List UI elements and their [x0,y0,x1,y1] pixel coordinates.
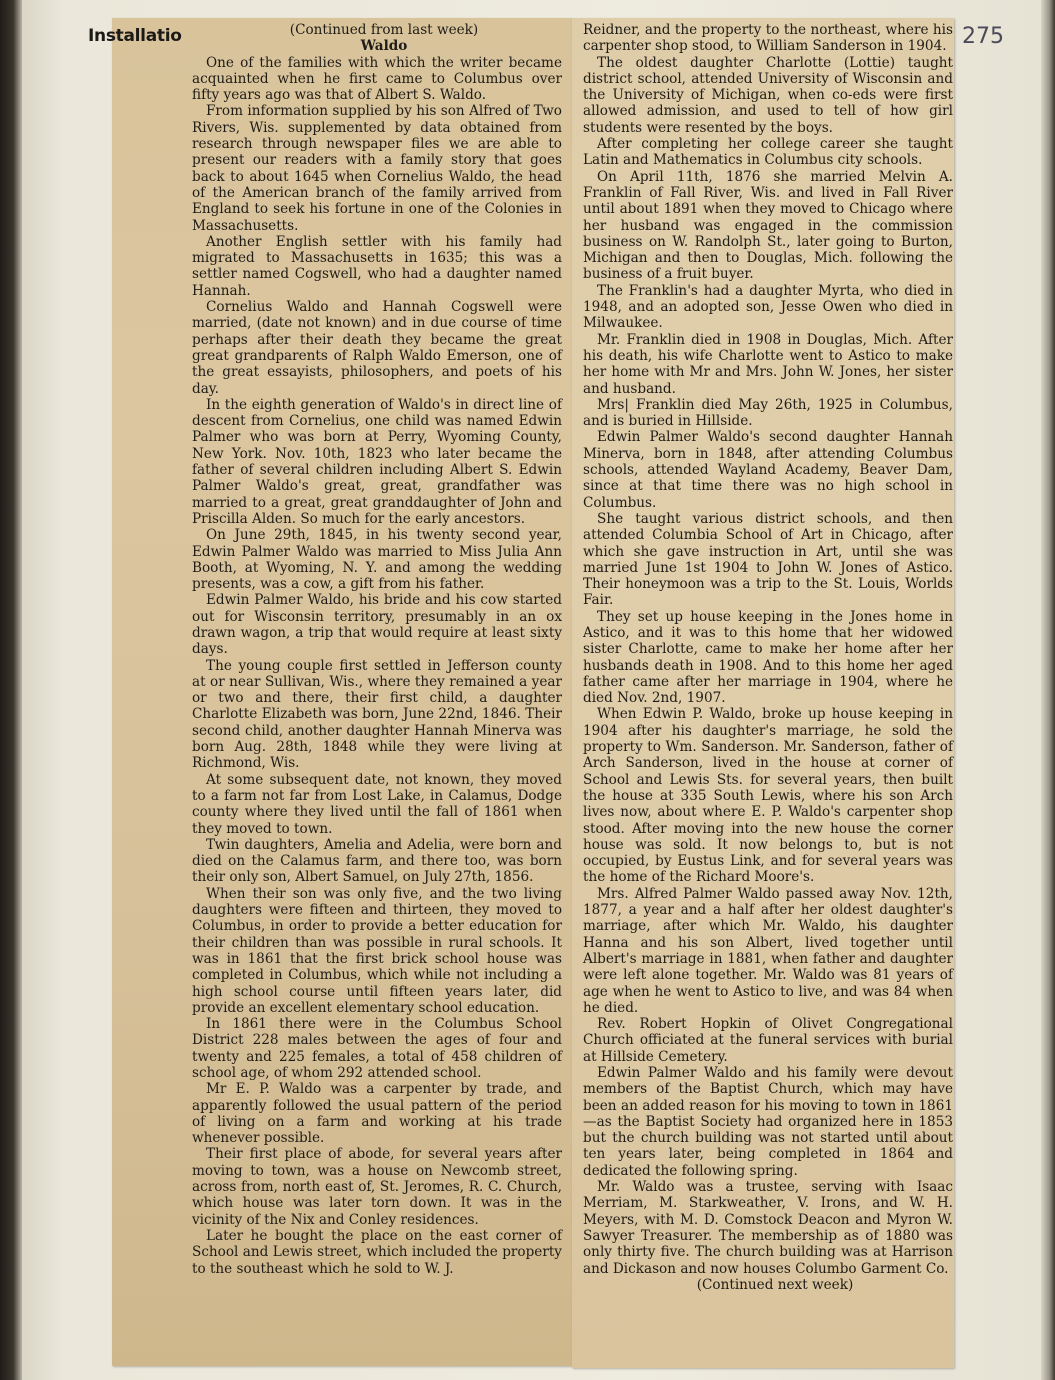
continued-from-note: (Continued from last week) [289,22,479,38]
paragraph: One of the families with which the writer became acquainted when he first came to Columbus over fifty years ago was that of Albert S. Waldo. [192,54,562,104]
paragraph: Mr. Franklin died in 1908 in Douglas, Mich. After his death, his wife Charlotte went to Astico to make her home with Mr and Mrs. John W. Jones, her sister and husband. [583,331,953,397]
paragraph: She taught various district schools, and then attended Columbia School of Art in Chicago, after which she gave instruction in Art, until she was married June 1st 1904 to John W. Jones of Astico. Their honeymoon was a trip to the St. Louis, Worlds Fair. [583,510,953,609]
paragraph: In the eighth generation of Waldo's in direct line of descent from Cornelius, one child was named Edwin Palmer who was born at Perry, Wyoming County, New York. Nov. 10th, 1823 who later became the father of several children including Albert S. Edwin Palmer Waldo's great, great, grandfather was married to a great, great granddaughter of John and Priscilla Alden. So much for the early ancestors. [192,396,562,527]
paragraph: Mrs| Franklin died May 26th, 1925 in Columbus, and is buried in Hillside. [583,396,953,430]
page-number: 275 [962,24,1004,49]
paragraph: The Franklin's had a daughter Myrta, who died in 1948, and an adopted son, Jesse Owen who died in Milwaukee. [583,282,953,332]
paragraph: The oldest daughter Charlotte (Lottie) taught district school, attended University of Wisconsin and the University of Michigan, when co-eds were first allowed admission, and used to tell of how girl students were resented by the boys. [583,54,953,136]
paragraph: Rev. Robert Hopkin of Olivet Congregational Church officiated at the funeral services with burial at Hillside Cemetery. [583,1016,953,1065]
paragraph: When Edwin P. Waldo, broke up house keeping in 1904 after his daughter's marriage, he sold the property to Wm. Sanderson. Mr. Sanderson, father of Arch Sanderson, lived in the house at corner of School and Lewis Sts. for several years, then built the house at 335 South Lewis, where his son Arch lives now, about where E. P. Waldo's carpenter shop stood. After moving into the new house the corner house was sold. It now belongs to, but is not occupied, by Eustus Link, and for several years was the home of the Richard Moore's. [583,706,953,886]
paragraph: Reidner, and the property to the northeast, where his carpenter shop stood, to William Sanderson in 1904. [583,22,953,55]
article-left-column [192,22,562,1277]
continued-next-note: (Continued next week) [696,1276,854,1293]
paragraph: Mr. Waldo was a trustee, serving with Isaac Merriam, M. Starkweather, V. Irons, and W. H. Meyers, with M. D. Comstock Deacon and Myron W. Sawyer Treasurer. The membership as of 1880 was only thirty five. The church building was at Harrison and Dickason and now houses Columbo Garment Co. [583,1179,953,1277]
album-binding [0,0,22,1380]
paragraph: In 1861 there were in the Columbus School District 228 males between the ages of four and twenty and 225 females, a total of 458 children of school age, of whom 292 attended school. [192,1016,562,1081]
paragraph: Another English settler with his family had migrated to Massachusetts in 1635; this was a settler named Cogswell, who had a daughter named Hannah. [192,233,562,299]
paragraph: On April 11th, 1876 she married Melvin A. Franklin of Fall River, Wis. and lived in Fall River until about 1891 when they moved to Chicago where her husband was engaged in the commission business on W. Randolph St., later going to Burton, Michigan and then to Douglas, Mich. following the business of a fruit buyer. [583,168,953,283]
page-edge [1041,0,1055,1380]
paragraph: Their first place of abode, for several years after moving to town, was a house on Newcomb street, across from, north east of, St. Jeromes, R. C. Church, which house was later torn down. It was in the vicinity of the Nix and Conley residences. [192,1146,562,1228]
article-right-column [583,22,953,1293]
paragraph: After completing her college career she taught Latin and Mathematics in Columbus city schools. [583,136,953,169]
paragraph: Edwin Palmer Waldo and his family were devout members of the Baptist Church, which may have been an added reason for his moving to town in 1861—as the Baptist Society had organized here in 1853 but the church building was not started until about ten years later, being completed in 1864 and dedicated the following spring. [583,1065,953,1179]
paragraph: Mrs. Alfred Palmer Waldo passed away Nov. 12th, 1877, a year and a half after her oldest daughter's marriage, after which Mr. Waldo, his daughter Hanna and his son Albert, lived together until Albert's marriage in 1881, when father and daughter were left alone together. Mr. Waldo was 81 years of age when he went to Astico to live, and was 84 when he died. [583,885,953,1016]
paragraph: They set up house keeping in the Jones home in Astico, and it was to this home that her widowed sister Charlotte, came to make her home after her husbands death in 1908. And to this home her aged father came after her marriage in 1904, where he died Nov. 2nd, 1907. [583,608,953,707]
paragraph: Mr E. P. Waldo was a carpenter by trade, and apparently followed the usual pattern of the period of living on a farm and working at his trade whenever possible. [192,1081,562,1147]
paragraph: Cornelius Waldo and Hannah Cogswell were married, (date not known) and in due course of time perhaps after their death they became the great great grandparents of Ralph Waldo Emerson, one of the great essayists, philosophers, and poets of his day. [192,299,562,397]
paragraph: Twin daughters, Amelia and Adelia, were born and died on the Calamus farm, and there too, was born their only son, Albert Samuel, on July 27th, 1856. [192,836,562,886]
paragraph: At some subsequent date, not known, they moved to a farm not far from Lost Lake, in Calamus, Dodge county where they lived until the fall of 1861 when they moved to town. [192,771,562,837]
paragraph: Later he bought the place on the east corner of School and Lewis street, which included the property to the southeast which he sold to W. J. [192,1227,562,1277]
paragraph: From information supplied by his son Alfred of Two Rivers, Wis. supplemented by data obtained from research through newspaper files we are able to present our readers with a family story that goes back to about 1645 when Cornelius Waldo, the head of the American branch of the family arrived from England to seek his fortune in one of the Colonies in Massachusetts. [192,103,562,234]
paragraph: On June 29th, 1845, in his twenty second year, Edwin Palmer Waldo was married to Miss Julia Ann Booth, at Wyoming, N. Y. and among the wedding presents, was a cow, a gift from his father. [192,527,562,593]
installment-label: Installatio [88,26,182,46]
left-paragraphs [192,55,562,1277]
paragraph: Edwin Palmer Waldo, his bride and his cow started out for Wisconsin territory, presumably in an ox drawn wagon, a trip that would require at least sixty days. [192,592,562,658]
paragraph: Edwin Palmer Waldo's second daughter Hannah Minerva, born in 1848, after attending Columbus schools, attended Wayland Academy, Beaver Dam, since at that time there was no high school in Columbus. [583,429,953,511]
right-paragraphs [583,22,953,1277]
article-title: Waldo [360,38,408,55]
paragraph: When their son was only five, and the two living daughters were fifteen and thirteen, they moved to Columbus, in order to provide a better education for their children than was possible in rural schools. It was in 1861 that the first brick school house was completed in Columbus, which while not including a high school course until fifteen years later, did provide an excellent elementary school education. [192,885,562,1016]
paragraph: The young couple first settled in Jefferson county at or near Sullivan, Wis., where they remained a year or two and there, their first child, a daughter Charlotte Elizabeth was born, June 22nd, 1846. Their second child, another daughter Hannah Minerva was born Aug. 28th, 1848 while they were living at Richmond, Wis. [192,657,562,772]
